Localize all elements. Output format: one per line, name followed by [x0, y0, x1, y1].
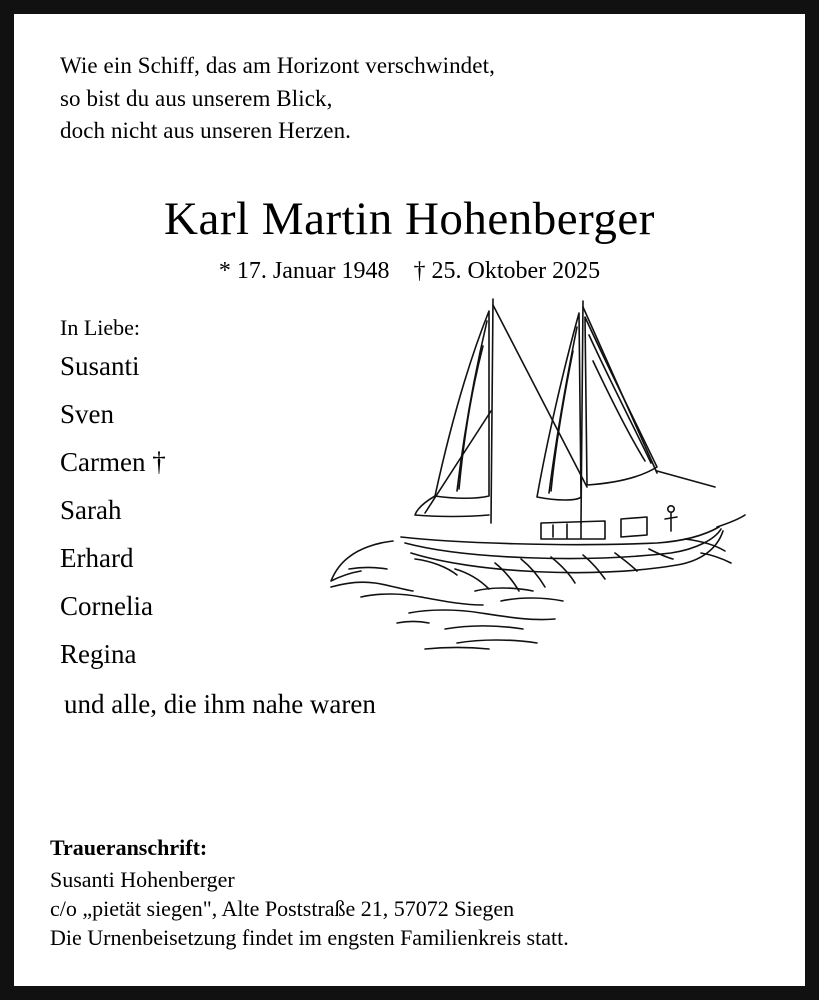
verse-line-1: Wie ein Schiff, das am Horizont verschwindet,	[60, 53, 495, 78]
sailing-ship-icon	[305, 291, 775, 691]
mourner-name: Sven	[60, 398, 114, 429]
memorial-verse	[60, 50, 769, 148]
verse-line-3: doch nicht aus unseren Herzen.	[60, 118, 352, 144]
footer-line: c/o „pietät siegen", Alte Poststraße 21, 57072 Siegen	[50, 895, 515, 921]
footer-line: Die Urnenbeisetzung findet im engsten Familienkreis statt.	[50, 924, 569, 950]
mourners-and-illustration	[50, 315, 769, 785]
mourners-intro: In Liebe:	[60, 314, 141, 340]
footer-title: Traueranschrift:	[50, 834, 208, 860]
deceased-dates: * 17. Januar 1948 † 25. Oktober 2025	[218, 257, 601, 284]
verse-line-2: so bist du aus unserem Blick,	[60, 85, 333, 111]
mourner-name: Cornelia	[60, 590, 153, 621]
mourner-name: Susanti	[60, 350, 140, 381]
mourner-name: Carmen †	[60, 446, 166, 477]
obituary-inner-panel	[14, 14, 805, 986]
funeral-address-block	[50, 835, 775, 952]
mourner-name: Sarah	[60, 494, 122, 525]
mourner-name: Regina	[60, 638, 137, 669]
mourner-name: Erhard	[60, 542, 134, 573]
footer-line: Susanti Hohenberger	[50, 866, 235, 892]
deceased-name: Karl Martin Hohenberger	[164, 192, 655, 245]
mourners-closing-line: und alle, die ihm nahe waren	[64, 688, 376, 719]
